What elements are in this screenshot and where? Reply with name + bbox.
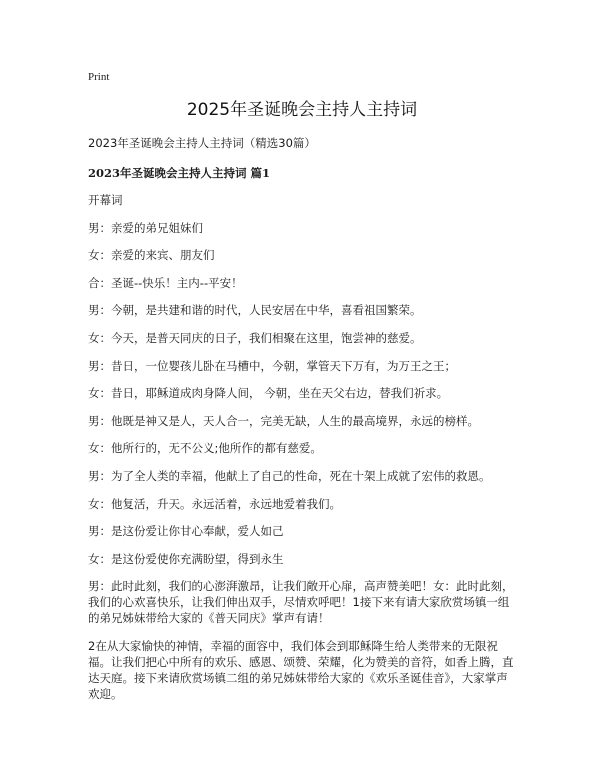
- paragraph: 男：为了全人类的幸福，他献上了自己的性命，死在十架上成就了宏伟的救恩。: [88, 468, 491, 483]
- paragraph: 女：他复活，升天。永远活着，永远地爱着我们。: [88, 496, 341, 511]
- paragraph: 女：他所行的，无不公义;他所作的都有慈爱。: [88, 441, 322, 456]
- document-subtitle: 2023年圣诞晚会主持人主持词（精选30篇）: [88, 136, 316, 150]
- paragraph: 男：此时此刻，我们的心澎湃激昂，让我们敞开心扉，高声赞美吧！女：此时此刻，我们的心欢喜快乐，让我们伸出双手，尽情欢呼吧！1接下来有请大家欣赏场镇一组的弟兄姊妹带给大家的《普天同庆》掌声有请！: [88, 579, 514, 626]
- paragraph: 男：昔日，一位婴孩儿卧在马槽中，今朝，掌管天下万有，为万王之王；: [88, 358, 456, 373]
- paragraph: 女：亲爱的来宾、朋友们: [88, 248, 215, 263]
- section-heading: 2023年圣诞晚会主持人主持词 篇1: [88, 166, 271, 180]
- paragraph-opening: 开幕词: [88, 193, 123, 207]
- paragraph: 女：今天，是普天同庆的日子，我们相聚在这里，饱尝神的慈爱。: [88, 330, 422, 345]
- paragraph: 合：圣诞--快乐！主内--平安！: [88, 275, 243, 290]
- paragraph: 女：昔日，耶稣道成肉身降人间， 今朝，坐在天父右边，替我们祈求。: [88, 386, 449, 401]
- paragraph: 男：是这份爱让你甘心奉献，爱人如己: [88, 524, 284, 539]
- paragraph: 女：是这份爱使你充满盼望，得到永生: [88, 551, 284, 566]
- paragraph: 2在从大家愉快的神情，幸福的面容中，我们体会到耶稣降生给人类带来的无限祝福。让我们把心中所有的欢乐、感恩、颂赞、荣耀，化为赞美的音符，如香上腾，直达天庭。接下来请欣赏场镇二组的弟兄姊妹带给大家的《欢乐圣诞佳音》，大家掌声欢迎。: [88, 639, 514, 702]
- document-title: 2025年圣诞晚会主持人主持词: [186, 100, 418, 120]
- paragraph: 男：他既是神又是人，天人合一，完美无缺，人生的最高境界，永远的榜样。: [88, 413, 479, 428]
- paragraph: 男：今朝，是共建和谐的时代，人民安居在中华，喜看祖国繁荣。: [88, 303, 422, 318]
- paragraph: 男：亲爱的弟兄姐妹们: [88, 220, 203, 235]
- print-label[interactable]: Print: [88, 71, 110, 83]
